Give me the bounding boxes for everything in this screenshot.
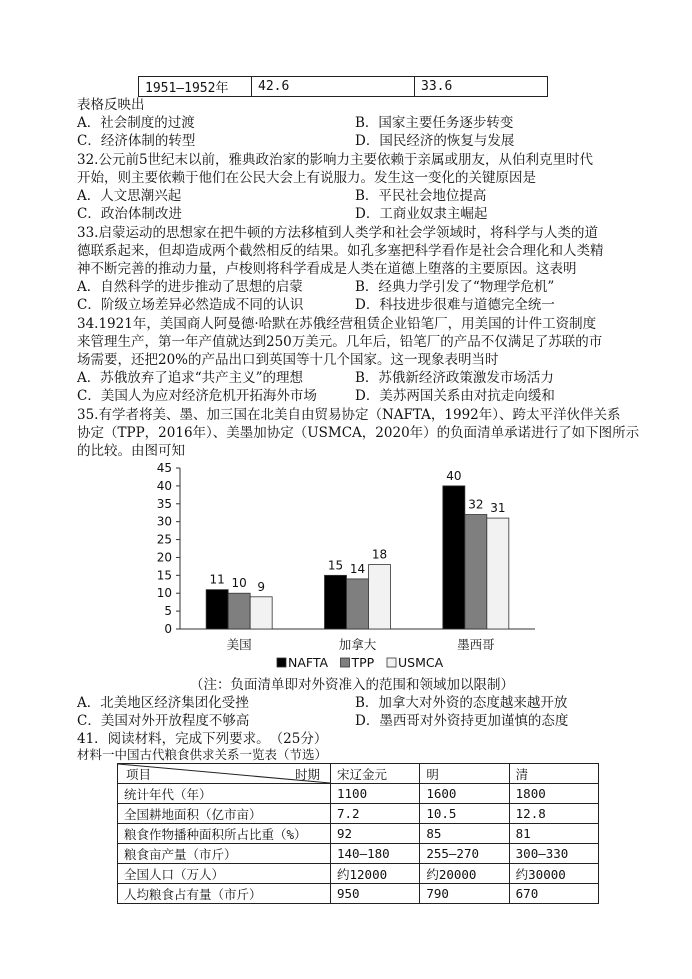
table-header-row (118, 764, 599, 784)
row-label: 粮食作物播种面积所占比重（%） (118, 824, 331, 844)
option-b: B．经典力学引发了“物理学危机” (355, 279, 555, 295)
table-cell: 300—330 (509, 844, 598, 864)
table-cell: 33.6 (415, 77, 548, 97)
y-tick-label: 10 (156, 586, 172, 601)
data-label: 18 (371, 547, 388, 562)
legend-label: NAFTA (288, 655, 329, 670)
table-cell: 81 (509, 824, 598, 844)
table-cell: 42.6 (252, 77, 415, 97)
legend-swatch (277, 658, 286, 667)
y-tick-label: 30 (156, 514, 172, 529)
bar-usmca (250, 597, 272, 629)
question-line: 34.1921年，美国商人阿曼德·哈默在苏俄经营租赁企业铅笔厂，用美国的计件工资制度 (77, 316, 597, 332)
question-line: 33.启蒙运动的思想家在把牛顿的方法移植到人类学和社会学领域时，将科学与人类的道 (77, 225, 598, 241)
header-cell: 明 (420, 764, 509, 784)
row-label: 全国耕地面积（亿市亩） (118, 804, 331, 824)
row-label: 全国人口（万人） (118, 864, 331, 884)
table-row (118, 804, 599, 824)
bar-tpp (347, 579, 369, 629)
question-line: 35.有学者将美、墨、加三国在北美自由贸易协定（NAFTA，1992年）、跨太平洋伙伴关系 (77, 407, 621, 423)
table-row (118, 784, 599, 804)
table-cell: 约12000 (331, 864, 420, 884)
table-cell: 255—270 (420, 844, 509, 864)
option-a: A．苏俄放弃了追求“共产主义”的理想 (77, 370, 304, 386)
x-category-label: 墨西哥 (457, 637, 495, 652)
question-line: 场需要，还把20%的产品出口到英国等十几个国家。这一现象表明当时 (77, 352, 499, 368)
row-label: 人均粮食占有量（市斤） (118, 884, 331, 904)
question-line: 32.公元前5世纪末以前，雅典政治家的影响力主要依赖于亲属或朋友，从伯利克里时代 (77, 152, 594, 168)
y-tick-label: 35 (156, 496, 172, 511)
table-cell: 10.5 (420, 804, 509, 824)
data-label: 11 (209, 572, 225, 587)
data-label: 31 (490, 501, 506, 516)
option-b: B．苏俄新经济政策激发市场活力 (355, 370, 554, 386)
row-label: 统计年代（年） (118, 784, 331, 804)
y-tick-label: 40 (156, 478, 172, 493)
option-d: D．美苏两国关系由对抗走向缓和 (355, 388, 555, 404)
header-item: 项目 (126, 766, 152, 782)
table-cell: 140—180 (331, 844, 420, 864)
header-cell: 清 (509, 764, 598, 784)
option-d: D．国民经济的恢复与发展 (355, 133, 515, 149)
option-a: A．自然科学的进步推动了思想的启蒙 (77, 279, 303, 295)
table-row (118, 864, 599, 884)
data-label: 10 (231, 576, 247, 591)
data-table-fragment (138, 76, 548, 97)
table-row (139, 77, 548, 97)
bar-nafta (325, 575, 347, 629)
question-line: 德联系起来，但却造成两个截然相反的结果。如孔多塞把科学看作是社会合理化和人类精 (77, 243, 604, 259)
y-tick-label: 0 (164, 622, 172, 636)
bar-tpp (465, 515, 487, 629)
question-stem: 41．阅读材料，完成下列要求。 （25分） (77, 731, 328, 747)
option-c: C．阶级立场差异必然造成不同的认识 (77, 297, 304, 313)
legend-label: TPP (351, 655, 375, 670)
option-c: C．政治体制改进 (77, 206, 182, 222)
bar-usmca (369, 565, 391, 629)
y-tick-label: 5 (164, 604, 172, 619)
question-stem: 表格反映出 (77, 97, 145, 113)
chart-note: （注：负面清单即对外资准入的范围和领域加以限制） (190, 677, 514, 693)
question-line: 开始，则主要依赖于他们在公民大会上有说服力。发生这一变化的关键原因是 (77, 170, 536, 186)
data-label: 14 (349, 561, 366, 576)
table-cell: 12.8 (509, 804, 598, 824)
table-cell: 约30000 (509, 864, 598, 884)
table-cell: 1800 (509, 784, 598, 804)
legend-swatch (341, 658, 350, 667)
x-category-label: 美国 (226, 637, 252, 652)
option-d: D．墨西哥对外资持更加谨慎的态度 (355, 713, 569, 729)
table-row (118, 844, 599, 864)
material-title: 材料一中国古代粮食供求关系一览表（节选） (77, 747, 328, 762)
table-cell: 7.2 (331, 804, 420, 824)
table-cell: 950 (331, 884, 420, 904)
y-tick-label: 15 (156, 568, 172, 583)
option-a: A．北美地区经济集团化受挫 (77, 695, 249, 711)
option-b: B．国家主要任务逐步转变 (355, 115, 514, 131)
bar-chart (0, 456, 692, 686)
header-cell: 宋辽金元 (331, 764, 420, 784)
option-c: C．美国人为应对经济危机开拓海外市场 (77, 388, 317, 404)
y-tick-label: 20 (156, 550, 172, 565)
option-d: D．科技进步很难与道德完全统一 (355, 297, 555, 313)
table-cell: 约20000 (420, 864, 509, 884)
question-line: 神不断完善的推动力量，卢梭则将科学看成是人类在道德上堕落的主要原因。这表明 (77, 261, 577, 277)
table-cell: 1951—1952年 (139, 77, 252, 97)
table-row (118, 884, 599, 904)
legend-swatch (387, 658, 396, 667)
option-c: C．经济体制的转型 (77, 133, 196, 149)
option-a: A．人文思潮兴起 (77, 188, 182, 204)
table-cell: 1100 (331, 784, 420, 804)
data-label: 9 (257, 579, 265, 594)
option-b: B．平民社会地位提高 (355, 188, 487, 204)
y-tick-label: 45 (156, 461, 172, 475)
table-cell: 670 (509, 884, 598, 904)
question-line: 协定（TPP，2016年）、美墨加协定（USMCA，2020年）的负面清单承诺进行了如下图所示 (77, 425, 640, 441)
bar-nafta (206, 590, 228, 629)
legend-label: USMCA (398, 655, 444, 670)
option-c: C．美国对外开放程度不够高 (77, 713, 250, 729)
option-a: A．社会制度的过渡 (77, 115, 195, 131)
bar-tpp (228, 593, 250, 629)
row-label: 粮食亩产量（市斤） (118, 844, 331, 864)
table-cell: 1600 (420, 784, 509, 804)
header-diagonal-cell (118, 764, 331, 784)
y-tick-label: 25 (156, 532, 172, 547)
option-d: D．工商业奴隶主崛起 (355, 206, 488, 222)
data-label: 15 (327, 558, 344, 573)
table-cell: 85 (420, 824, 509, 844)
question-line: 来管理生产，第一年产值就达到250万美元。几年后，铅笔厂的产品不仅满足了苏联的市 (77, 334, 603, 350)
table-row (118, 824, 599, 844)
bar-usmca (487, 518, 509, 629)
grain-supply-table (117, 763, 599, 904)
table-cell: 92 (331, 824, 420, 844)
x-category-label: 加拿大 (338, 637, 377, 652)
table-cell: 790 (420, 884, 509, 904)
option-b: B．加拿大对外资的态度越来越开放 (355, 695, 568, 711)
question-line: 的比较。由图可知 (77, 443, 185, 459)
bar-nafta (443, 486, 465, 629)
data-label: 32 (468, 497, 484, 512)
header-period: 时期 (294, 766, 320, 782)
data-label: 40 (446, 468, 462, 483)
